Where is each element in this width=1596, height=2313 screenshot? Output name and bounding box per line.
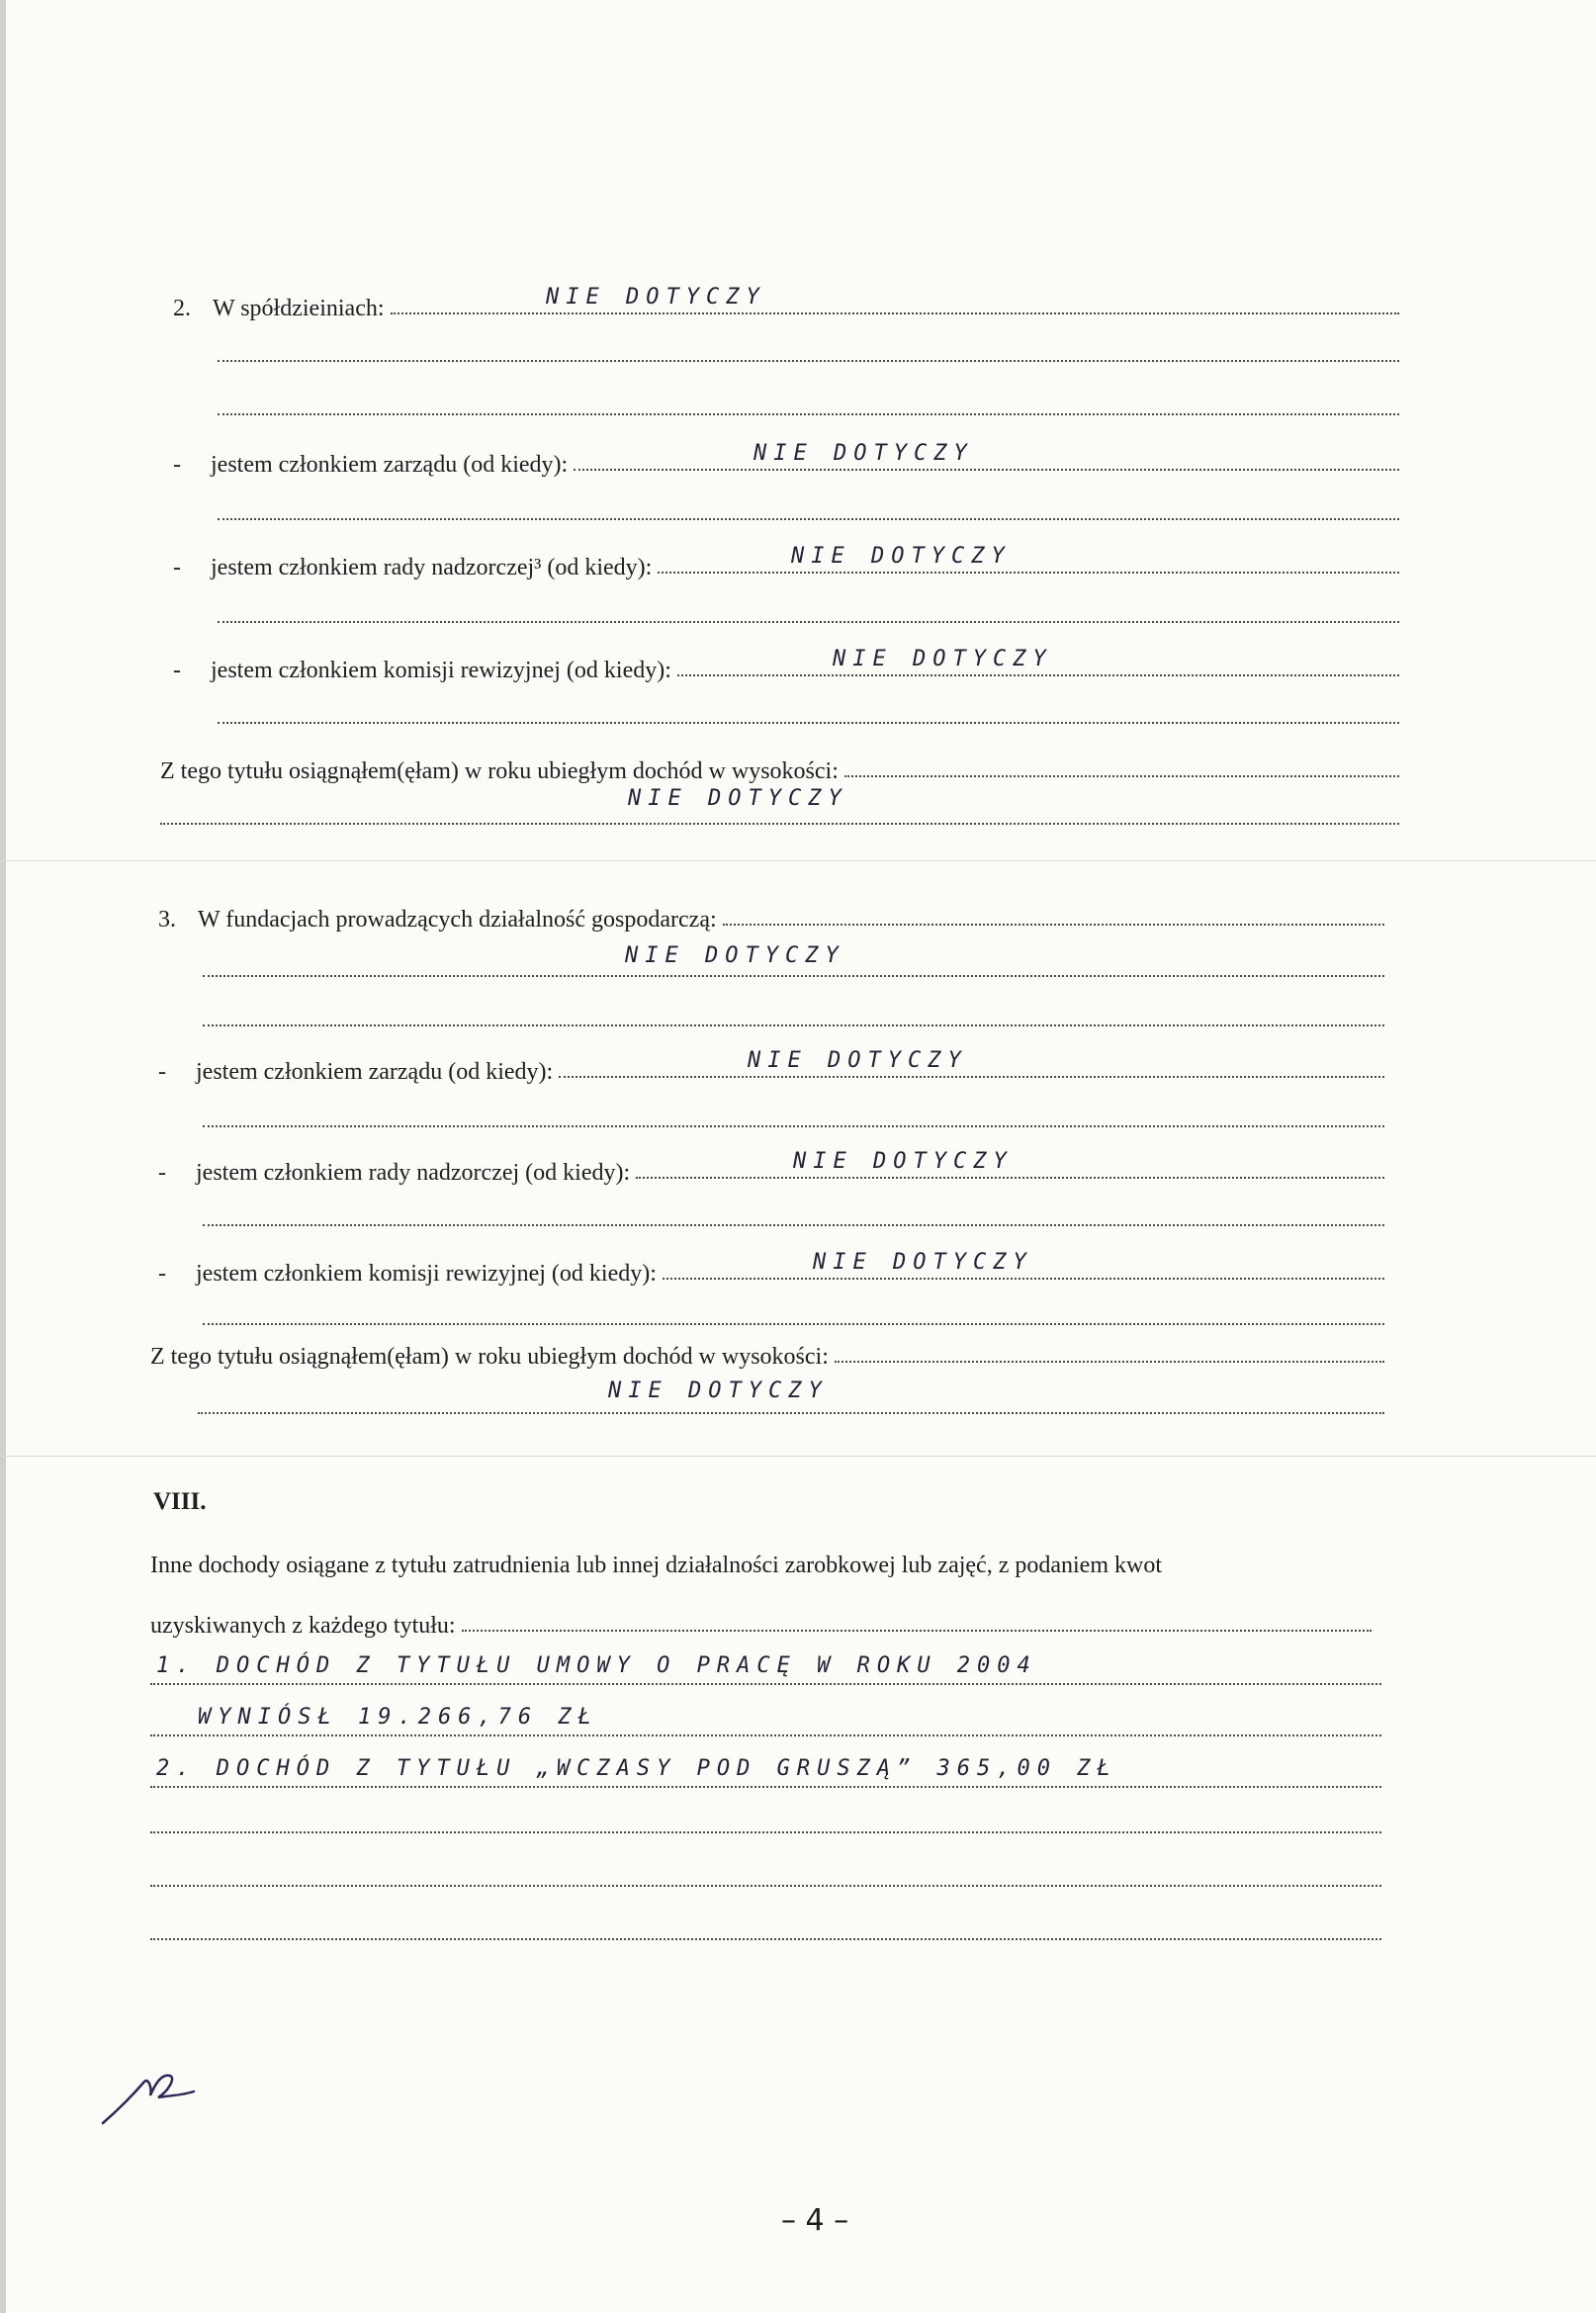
sec2-dochod-answer: NIE DOTYCZY bbox=[628, 786, 848, 811]
blank-line bbox=[203, 1321, 1384, 1325]
answer-line bbox=[559, 1050, 1384, 1086]
sec3-dochod-answer: NIE DOTYCZY bbox=[608, 1379, 829, 1403]
answer-line bbox=[658, 546, 1399, 581]
sec3-rada-answer: NIE DOTYCZY bbox=[793, 1149, 1014, 1174]
sec3-rada-label: jestem członkiem rady nadzorczej (od kiedy): bbox=[196, 1160, 631, 1186]
sec8-text2: uzyskiwanych z każdego tytułu: bbox=[150, 1613, 456, 1639]
sec2-title: W spółdzieiniach: bbox=[213, 296, 385, 321]
blank-line bbox=[203, 973, 1384, 977]
sec2-dochod-label: Z tego tytułu osiągnąłem(ęłam) w roku ubiegłym dochód w wysokości: bbox=[160, 758, 839, 784]
sec3-zarzad-answer: NIE DOTYCZY bbox=[748, 1048, 968, 1073]
answer-line bbox=[574, 443, 1399, 479]
sec2-zarzad-row: - jestem członkiem zarządu (od kiedy): bbox=[173, 443, 1399, 479]
sec2-answer: NIE DOTYCZY bbox=[546, 285, 766, 310]
sec8-heading: VIII. bbox=[153, 1488, 207, 1515]
fold-line bbox=[0, 1456, 1596, 1457]
scan-edge bbox=[0, 0, 6, 2313]
sec3-dochod-row bbox=[150, 1335, 1384, 1371]
answer-line bbox=[835, 1335, 1384, 1371]
blank-line bbox=[218, 720, 1399, 724]
answer-line bbox=[462, 1604, 1372, 1640]
blank-line bbox=[218, 516, 1399, 520]
blank-line bbox=[203, 1023, 1384, 1026]
blank-line bbox=[218, 411, 1399, 415]
sec2-zarzad-answer: NIE DOTYCZY bbox=[754, 441, 974, 466]
sec3-zarzad-row: - jestem członkiem zarządu (od kiedy): bbox=[158, 1050, 1384, 1086]
sec3-title-row bbox=[158, 898, 1384, 934]
sec3-title: W fundacjach prowadzących działalność gospodarczą: bbox=[198, 907, 717, 933]
sec3-komisja-row: - jestem członkiem komisji rewizyjnej (od kiedy): bbox=[158, 1252, 1384, 1288]
sec2-title-row bbox=[173, 287, 1399, 322]
sec8-text1: Inne dochody osiągane z tytułu zatrudnienia lub innej działalności zarobkowej lub zajęć, z podaniem kwot bbox=[150, 1553, 1162, 1578]
blank-line bbox=[218, 619, 1399, 623]
blank-line bbox=[160, 821, 1399, 825]
blank-line bbox=[150, 1733, 1381, 1736]
sec3-komisja-label: jestem członkiem komisji rewizyjnej (od kiedy): bbox=[196, 1261, 657, 1287]
blank-line bbox=[218, 358, 1399, 362]
blank-line bbox=[198, 1410, 1384, 1414]
sec2-komisja-answer: NIE DOTYCZY bbox=[833, 647, 1053, 671]
answer-line bbox=[844, 750, 1399, 785]
sec2-number: 2. bbox=[173, 296, 191, 321]
sec3-rada-row: - jestem członkiem rady nadzorczej (od kiedy): bbox=[158, 1151, 1384, 1187]
sec2-rada-answer: NIE DOTYCZY bbox=[791, 544, 1012, 569]
sec8-text2-row bbox=[150, 1604, 1372, 1640]
blank-line bbox=[203, 1222, 1384, 1226]
blank-line bbox=[150, 1829, 1381, 1833]
answer-line bbox=[391, 287, 1399, 322]
sec2-rada-label: jestem członkiem rady nadzorczej³ (od kiedy): bbox=[211, 555, 653, 580]
sec3-answer: NIE DOTYCZY bbox=[625, 943, 845, 968]
sec2-rada-row: - jestem członkiem rady nadzorczej³ (od kiedy): bbox=[173, 546, 1399, 581]
blank-line bbox=[203, 1123, 1384, 1127]
sec8-entry-2: WYNIÓSŁ 19.266,76 ZŁ bbox=[198, 1705, 598, 1730]
sec8-entry-1: 1. DOCHÓD Z TYTUŁU UMOWY O PRACĘ W ROKU 2004 bbox=[156, 1653, 1037, 1678]
page-number: – 4 – bbox=[781, 2203, 849, 2238]
blank-line bbox=[150, 1681, 1381, 1685]
fold-line bbox=[0, 860, 1596, 861]
sec2-komisja-row: - jestem członkiem komisji rewizyjnej (od kiedy): bbox=[173, 649, 1399, 684]
sec3-komisja-answer: NIE DOTYCZY bbox=[813, 1250, 1033, 1275]
answer-line bbox=[723, 898, 1384, 934]
sec2-zarzad-label: jestem członkiem zarządu (od kiedy): bbox=[211, 452, 569, 478]
sec2-komisja-label: jestem członkiem komisji rewizyjnej (od kiedy): bbox=[211, 658, 671, 683]
blank-line bbox=[150, 1784, 1381, 1788]
initials-signature bbox=[99, 2052, 208, 2131]
sec3-zarzad-label: jestem członkiem zarządu (od kiedy): bbox=[196, 1059, 554, 1085]
blank-line bbox=[150, 1936, 1381, 1940]
sec3-number: 3. bbox=[158, 907, 176, 933]
sec3-dochod-label: Z tego tytułu osiągnąłem(ęłam) w roku ubiegłym dochód w wysokości: bbox=[150, 1344, 829, 1370]
blank-line bbox=[150, 1883, 1381, 1887]
sec2-dochod-row bbox=[160, 750, 1399, 785]
sec8-entry-3: 2. DOCHÓD Z TYTUŁU „WCZASY POD GRUSZĄ” 365,00 ZŁ bbox=[156, 1756, 1117, 1781]
